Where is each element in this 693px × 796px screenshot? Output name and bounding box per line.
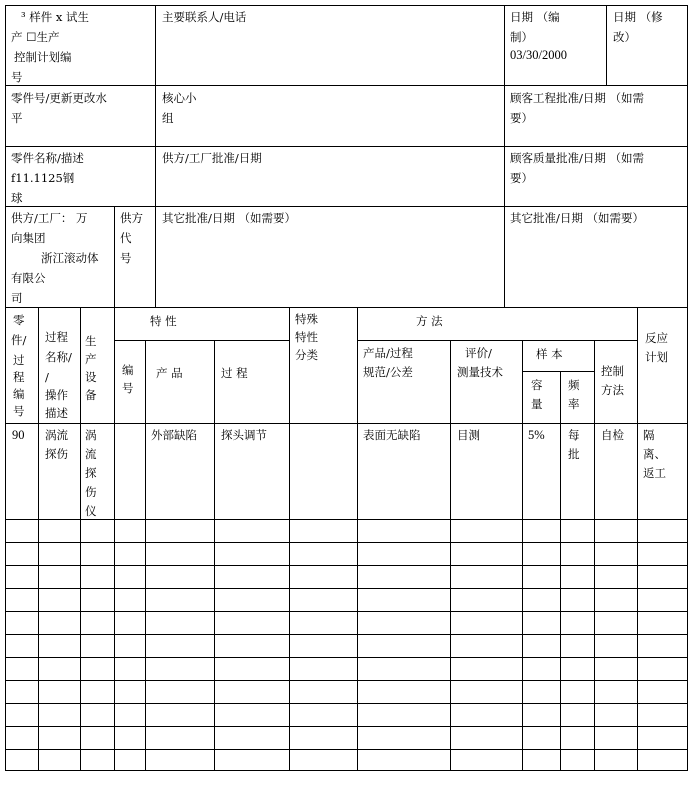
col-process-name: 名称/ (45, 350, 72, 364)
col-part-process-no: 零 (13, 313, 25, 327)
col-part-process-no: 编 (13, 387, 25, 401)
customer-quality-approval-label: 要） (510, 171, 533, 185)
col-spec-tolerance: 规范/公差 (363, 365, 413, 379)
vline-col (214, 340, 215, 771)
col-equipment: 设 (85, 370, 97, 384)
col-reaction-plan: 反应 (645, 331, 668, 345)
col-sample-size: 容 (531, 378, 543, 392)
part-number-label: 平 (11, 111, 23, 125)
row-equipment: 流 (85, 447, 97, 461)
supplier-approval-label: 供方/工厂批准/日期 (162, 151, 262, 165)
row-equipment: 探 (85, 466, 97, 480)
core-team-label: 组 (162, 111, 174, 125)
row-control: 自检 (601, 428, 624, 442)
col-equipment: 生 (85, 334, 97, 348)
plan-type-line: 产 ☐生产 (11, 30, 60, 44)
vline-col (594, 340, 595, 771)
vline-h2 (504, 5, 505, 307)
hline-1 (5, 85, 688, 86)
hline-row (5, 542, 688, 543)
plan-type-line: ³ 样件 x 试生 (21, 10, 90, 24)
col-control-method: 控制 (601, 364, 624, 378)
vline-col (80, 307, 81, 771)
supplier-label: 供方/工厂： 万 (11, 211, 88, 225)
border-bottom (5, 770, 688, 771)
col-reaction-plan: 计划 (645, 350, 668, 364)
row-process-name: 探伤 (45, 447, 68, 461)
col-eval-technique: 测量技术 (457, 365, 503, 379)
col-spec-tolerance: 产品/过程 (363, 346, 413, 360)
hline-sample-sub (522, 371, 594, 372)
plan-number-label: 号 (11, 70, 23, 84)
supplier-value: 有限公 (11, 271, 46, 285)
col-part-process-no: 号 (13, 404, 25, 418)
row-evaluation: 目测 (457, 428, 480, 442)
vline-col (357, 307, 358, 771)
row-reaction: 返工 (643, 466, 666, 480)
other-approval-label: 其它批准/日期 （如需要） (510, 211, 645, 225)
col-process-name: 过程 (45, 330, 68, 344)
part-number-label: 零件号/更新更改水 (11, 91, 107, 105)
row-spec: 表面无缺陷 (363, 428, 421, 442)
row-equipment: 涡 (85, 428, 97, 442)
vline-col (289, 307, 290, 771)
vline-h5 (155, 206, 156, 307)
hline-row (5, 588, 688, 589)
row-reaction: 离、 (643, 447, 666, 461)
vline-col (38, 307, 39, 771)
col-special-class: 特殊 (295, 312, 318, 326)
date-revised-label: 改） (613, 30, 636, 44)
col-control-method: 方法 (601, 383, 624, 397)
hline-row (5, 634, 688, 635)
hline-4 (5, 307, 688, 308)
customer-engineering-approval-label: 要） (510, 111, 533, 125)
supplier-code-label: 号 (120, 251, 132, 265)
supplier-value: 浙江滚动体 (41, 251, 99, 265)
col-process-name: / (45, 370, 49, 384)
row-equipment: 伤 (85, 485, 97, 499)
other-approval-label: 其它批准/日期 （如需要） (162, 211, 297, 225)
plan-number-label: 控制计划编 (14, 50, 72, 64)
row-sample-freq: 批 (568, 447, 580, 461)
customer-engineering-approval-label: 顾客工程批准/日期 （如需 (510, 91, 645, 105)
col-char-no: 编 (122, 363, 134, 377)
col-equipment: 备 (85, 388, 97, 402)
hline-row (5, 680, 688, 681)
date-prepared-label: 日期 （编 (510, 10, 560, 24)
row-product: 外部缺陷 (151, 428, 197, 442)
vline-col (560, 371, 561, 771)
hline-method-sub (357, 340, 637, 341)
col-special-class: 特性 (295, 330, 318, 344)
row-sample-freq: 每 (568, 428, 580, 442)
hline-row (5, 611, 688, 612)
hline-row (5, 657, 688, 658)
row-process: 探头调节 (221, 428, 267, 442)
col-char-no: 号 (122, 381, 134, 395)
part-name-value: 球 (11, 191, 23, 205)
hline-row (5, 749, 688, 750)
supplier-code-label: 供方 (120, 211, 143, 225)
col-char-product: 产 品 (156, 366, 183, 380)
col-special-class: 分类 (295, 348, 318, 362)
col-methods: 方 法 (416, 314, 443, 328)
col-sample: 样 本 (536, 347, 563, 361)
vline-col (522, 340, 523, 771)
supplier-value: 司 (11, 291, 23, 305)
date-revised-label: 日期 （修 (613, 10, 663, 24)
col-sample-freq: 频 (568, 378, 580, 392)
vline-col (637, 307, 638, 771)
date-prepared-label: 制） (510, 30, 533, 44)
vline-h1 (155, 5, 156, 207)
part-name-label: 零件名称/描述 (11, 151, 84, 165)
hline-row (5, 703, 688, 704)
hline-col-header (5, 423, 688, 424)
row-part-no: 90 (12, 428, 25, 442)
col-char-process: 过 程 (221, 366, 248, 380)
hline-row (5, 519, 688, 520)
col-equipment: 产 (85, 352, 97, 366)
vline-col (450, 340, 451, 771)
col-process-name: 操作 (45, 388, 68, 402)
supplier-code-label: 代 (120, 231, 132, 245)
col-part-process-no: 过 (13, 353, 25, 367)
vline-h3 (606, 5, 607, 86)
supplier-value: 向集团 (11, 231, 46, 245)
col-sample-size: 量 (531, 397, 543, 411)
row-reaction: 隔 (643, 428, 655, 442)
col-eval-technique: 评价/ (465, 346, 492, 360)
row-sample-size: 5% (528, 428, 545, 442)
row-process-name: 涡流 (45, 428, 68, 442)
col-sample-freq: 率 (568, 397, 580, 411)
col-part-process-no: 件/ (11, 333, 27, 347)
vline-col (145, 340, 146, 771)
hline-row (5, 565, 688, 566)
date-prepared-value: 03/30/2000 (510, 48, 567, 62)
hline-char-sub (114, 340, 289, 341)
customer-quality-approval-label: 顾客质量批准/日期 （如需 (510, 151, 645, 165)
contact-label: 主要联系人/电话 (162, 10, 247, 24)
col-process-name: 描述 (45, 406, 68, 420)
col-part-process-no: 程 (13, 370, 25, 384)
core-team-label: 核心小 (162, 91, 197, 105)
hline-row (5, 726, 688, 727)
hline-3 (5, 206, 688, 207)
border-top (5, 5, 688, 6)
col-characteristics: 特 性 (150, 314, 177, 328)
row-equipment: 仪 (85, 504, 97, 518)
hline-2 (5, 146, 688, 147)
vline-col (114, 307, 115, 771)
part-name-value: f11.1125钢 (11, 171, 75, 185)
control-plan-form (5, 5, 688, 771)
vline-h4 (114, 206, 115, 307)
